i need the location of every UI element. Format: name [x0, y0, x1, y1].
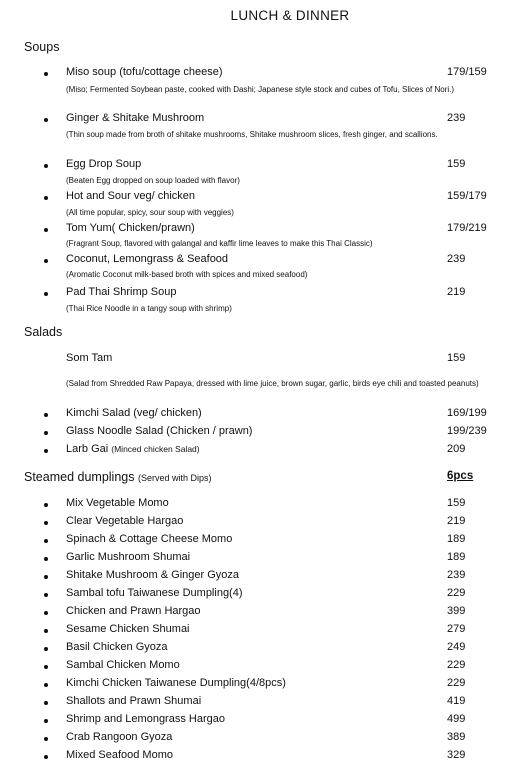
- bullet-icon: [44, 259, 48, 263]
- menu-item: [0, 352, 528, 368]
- menu-item: [0, 190, 528, 206]
- menu-item: [0, 569, 528, 585]
- menu-item: [0, 641, 528, 657]
- bullet-icon: [44, 521, 48, 525]
- menu-item: [0, 222, 528, 238]
- item-description: (Beaten Egg dropped on soup loaded with flavor): [66, 176, 240, 185]
- bullet-icon: [44, 292, 48, 296]
- item-price: 399: [447, 605, 466, 617]
- menu-item: [0, 731, 528, 747]
- item-price: 419: [447, 695, 466, 707]
- menu-item: [0, 66, 528, 82]
- item-price: 229: [447, 677, 466, 689]
- item-price: 279: [447, 623, 466, 635]
- item-name: Shallots and Prawn Shumai: [66, 695, 202, 707]
- item-name: Sambal Chicken Momo: [66, 659, 180, 671]
- item-name: Shrimp and Lemongrass Hargao: [66, 713, 225, 725]
- bullet-icon: [44, 557, 48, 561]
- menu-item: [0, 623, 528, 639]
- menu-item: [0, 443, 528, 459]
- bullet-icon: [44, 118, 48, 122]
- item-price: 219: [447, 515, 466, 527]
- item-price: 499: [447, 713, 466, 725]
- bullet-icon: [44, 413, 48, 417]
- bullet-icon: [44, 72, 48, 76]
- item-price: 159/179: [447, 190, 487, 202]
- item-price: 199/239: [447, 425, 487, 437]
- menu-item: [0, 551, 528, 567]
- item-price: 229: [447, 587, 466, 599]
- item-name: Garlic Mushroom Shumai: [66, 551, 191, 563]
- item-description: (Fragrant Soup, flavored with galangal and kaffir lime leaves to make this Thai Classic): [66, 239, 373, 248]
- item-name: Pad Thai Shrimp Soup: [66, 286, 177, 298]
- item-price: 159: [447, 352, 466, 364]
- item-description: (Thin soup made from broth of shitake mushrooms, Shitake mushroom slices, fresh ginger, and scallions.: [66, 130, 438, 139]
- item-name: Spinach & Cottage Cheese Momo: [66, 533, 233, 545]
- menu-item: [0, 158, 528, 174]
- item-price: 159: [447, 158, 466, 170]
- item-price: 219: [447, 286, 466, 298]
- bullet-icon: [44, 593, 48, 597]
- page-title: LUNCH & DINNER: [230, 8, 350, 23]
- section-heading-salads: Salads: [24, 325, 63, 339]
- item-description: (Aromatic Coconut milk-based broth with spices and mixed seafood): [66, 270, 308, 279]
- section-heading-dumplings: [24, 470, 212, 484]
- menu-item: [0, 407, 528, 423]
- item-price: 189: [447, 533, 466, 545]
- menu-item: [0, 112, 528, 128]
- bullet-icon: [44, 503, 48, 507]
- section-heading-text: Steamed dumplings: [24, 470, 135, 484]
- menu-item: [0, 605, 528, 621]
- item-name: [66, 443, 200, 455]
- bullet-icon: [44, 701, 48, 705]
- item-price: 169/199: [447, 407, 487, 419]
- item-price: 189: [447, 551, 466, 563]
- item-name: Tom Yum( Chicken/prawn): [66, 222, 195, 234]
- item-description: (Miso; Fermented Soybean paste, cooked with Dashi; Japanese style stock and cubes of Tofu, Slices of Nori.): [66, 85, 455, 94]
- section-heading-note: (Served with Dips): [137, 473, 212, 483]
- item-description: (Thai Rice Noodle in a tangy soup with shrimp): [66, 304, 232, 313]
- item-name: Sambal tofu Taiwanese Dumpling(4): [66, 587, 243, 599]
- item-name: Sesame Chicken Shumai: [66, 623, 190, 635]
- item-price: 179/159: [447, 66, 487, 78]
- item-name: Glass Noodle Salad (Chicken / prawn): [66, 425, 253, 437]
- bullet-icon: [44, 665, 48, 669]
- bullet-icon: [44, 539, 48, 543]
- menu-item: [0, 713, 528, 729]
- bullet-icon: [44, 228, 48, 232]
- item-price: 389: [447, 731, 466, 743]
- item-name: Shitake Mushroom & Ginger Gyoza: [66, 569, 240, 581]
- item-description: (All time popular, spicy, sour soup with veggies): [66, 208, 234, 217]
- bullet-icon: [44, 647, 48, 651]
- bullet-icon: [44, 737, 48, 741]
- item-name: Mix Vegetable Momo: [66, 497, 169, 509]
- bullet-icon: [44, 755, 48, 759]
- menu-item: [0, 749, 528, 765]
- item-price: 239: [447, 253, 466, 265]
- menu-item: [0, 253, 528, 269]
- item-name-text: Larb Gai: [66, 443, 109, 455]
- pcs-label: 6pcs: [447, 470, 474, 482]
- bullet-icon: [44, 575, 48, 579]
- menu-item: [0, 425, 528, 441]
- item-name: Clear Vegetable Hargao: [66, 515, 184, 527]
- menu-item: [0, 497, 528, 513]
- item-name: Crab Rangoon Gyoza: [66, 731, 173, 743]
- item-description: (Salad from Shredded Raw Papaya, dressed with lime juice, brown sugar, garlic, birds eye chili and toasted peanuts): [66, 379, 479, 388]
- bullet-icon: [44, 629, 48, 633]
- section-heading-soups: Soups: [24, 40, 60, 54]
- item-name: Egg Drop Soup: [66, 158, 142, 170]
- item-price: 229: [447, 659, 466, 671]
- item-name: Hot and Sour veg/ chicken: [66, 190, 196, 202]
- menu-item: [0, 677, 528, 693]
- bullet-icon: [44, 196, 48, 200]
- item-price: 239: [447, 569, 466, 581]
- item-name: Chicken and Prawn Hargao: [66, 605, 201, 617]
- bullet-icon: [44, 683, 48, 687]
- item-name: Basil Chicken Gyoza: [66, 641, 168, 653]
- bullet-icon: [44, 719, 48, 723]
- item-name: Som Tam: [66, 352, 113, 364]
- item-name: Mixed Seafood Momo: [66, 749, 173, 761]
- item-price: 239: [447, 112, 466, 124]
- menu-item: [0, 533, 528, 549]
- menu-item: [0, 515, 528, 531]
- item-name: Coconut, Lemongrass & Seafood: [66, 253, 229, 265]
- bullet-icon: [44, 611, 48, 615]
- menu-item: [0, 587, 528, 603]
- item-name: Miso soup (tofu/cottage cheese): [66, 66, 223, 78]
- item-name: Ginger & Shitake Mushroom: [66, 112, 205, 124]
- item-name: Kimchi Chicken Taiwanese Dumpling(4/8pcs): [66, 677, 286, 689]
- menu-item: [0, 659, 528, 675]
- item-price: 209: [447, 443, 466, 455]
- menu-item: [0, 286, 528, 302]
- item-price: 249: [447, 641, 466, 653]
- item-price: 159: [447, 497, 466, 509]
- menu-item: [0, 695, 528, 711]
- bullet-icon: [44, 449, 48, 453]
- item-price: 329: [447, 749, 466, 761]
- bullet-icon: [44, 431, 48, 435]
- item-price: 179/219: [447, 222, 487, 234]
- item-inline-note: (Minced chicken Salad): [111, 444, 200, 454]
- bullet-icon: [44, 164, 48, 168]
- item-name: Kimchi Salad (veg/ chicken): [66, 407, 202, 419]
